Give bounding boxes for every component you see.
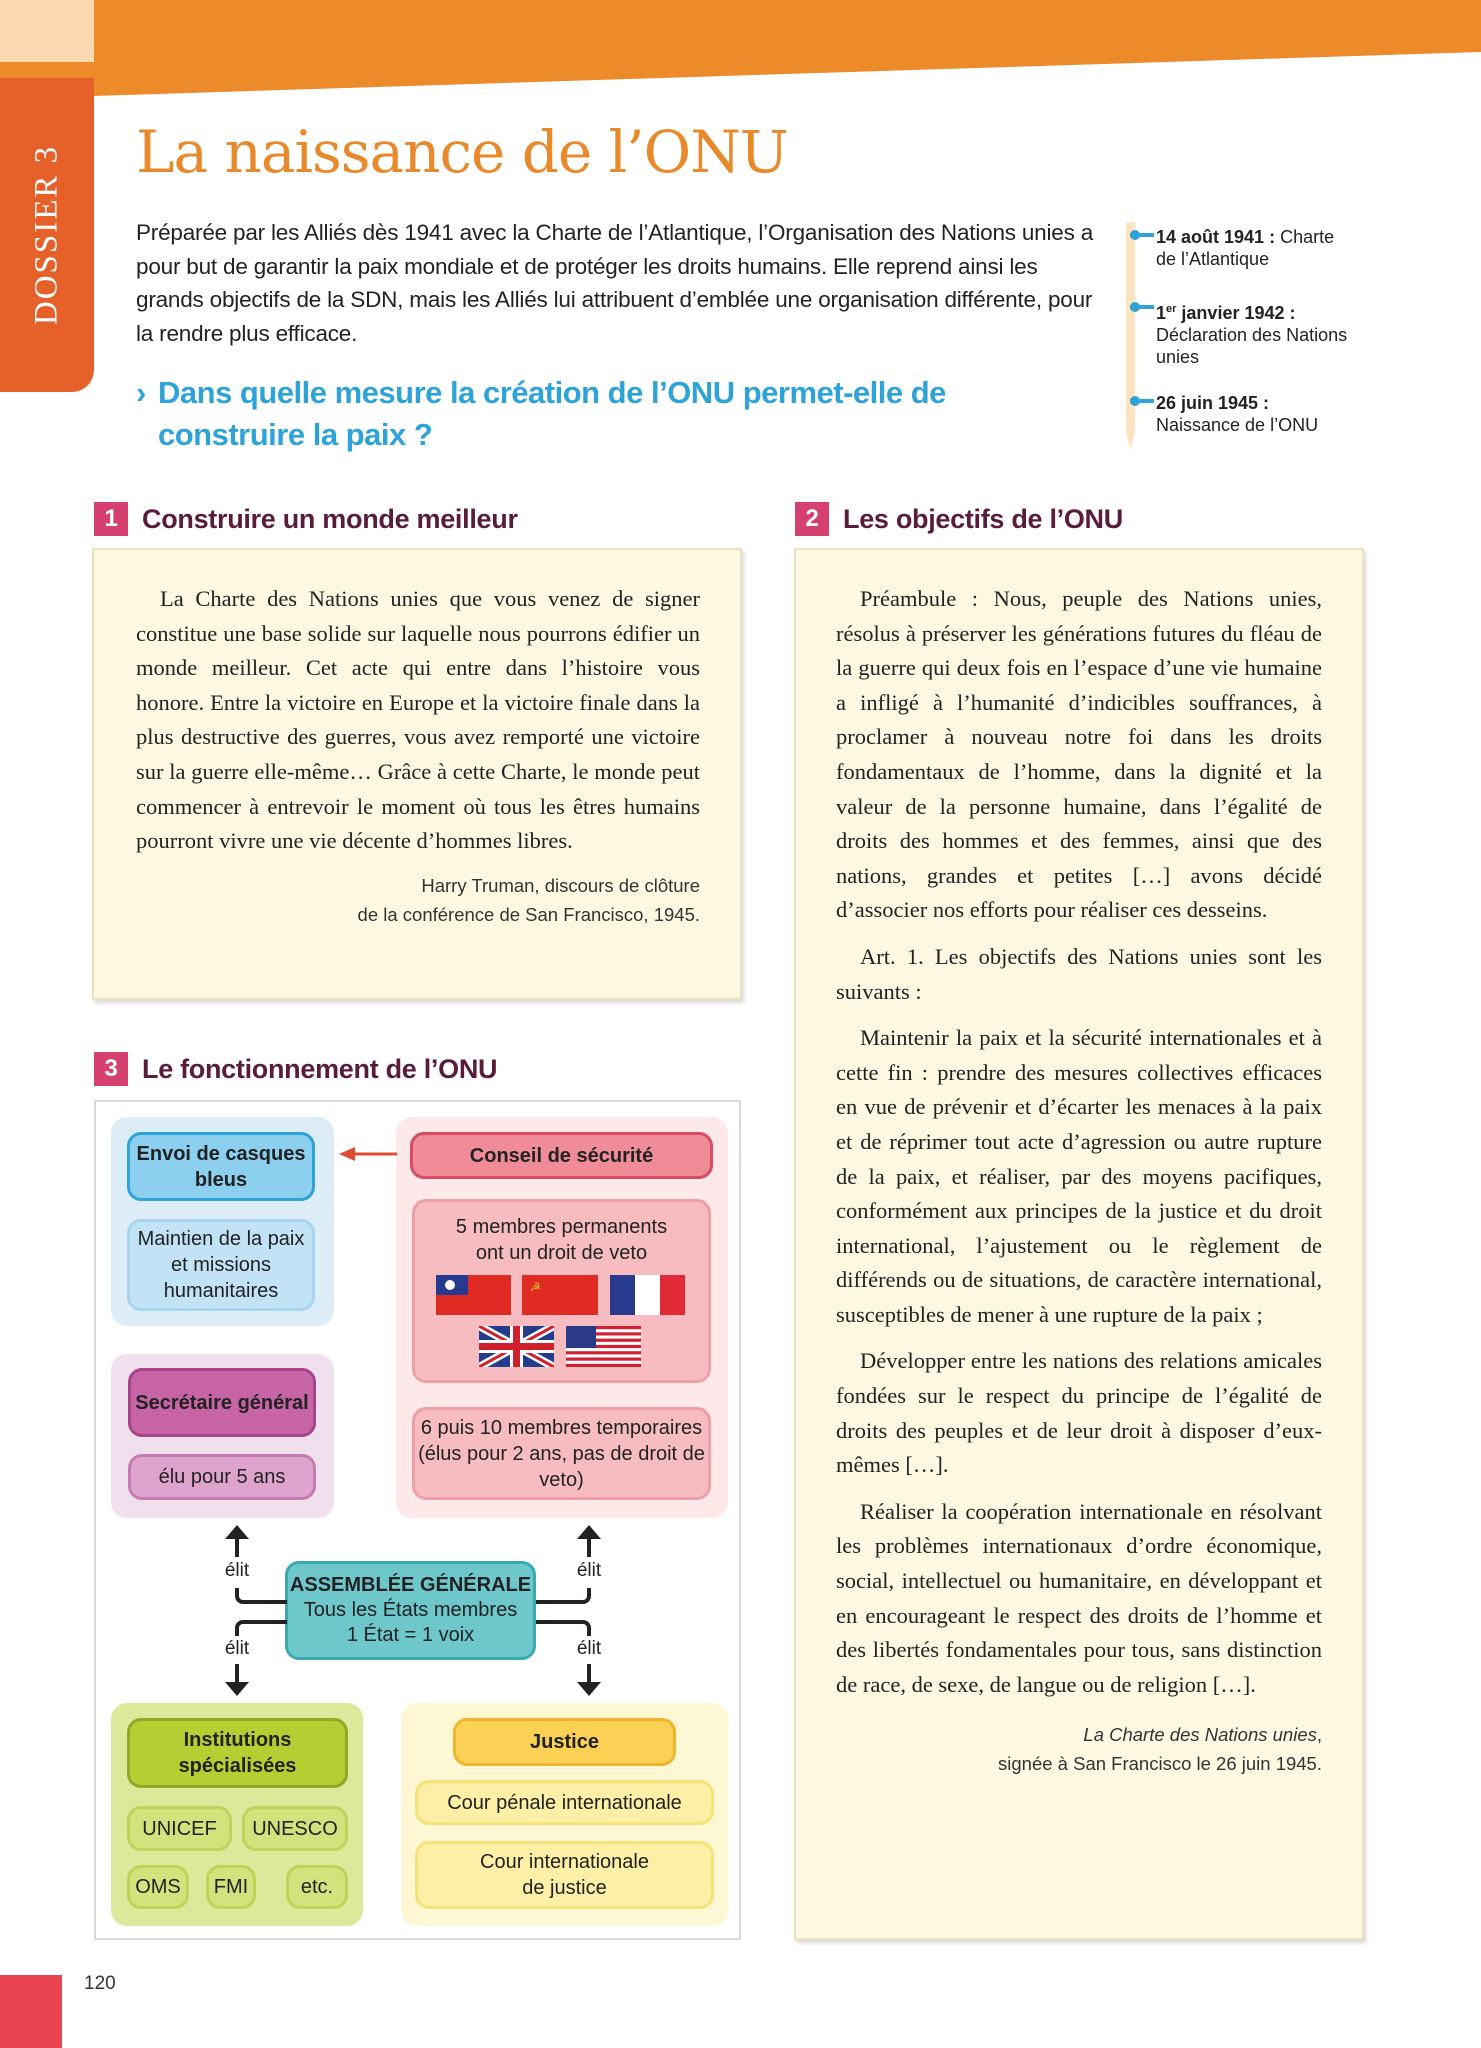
charter-paragraph: Art. 1. Les objectifs des Nations unies sont les suivants : xyxy=(836,943,1322,1004)
arrow-down-icon xyxy=(225,1664,249,1696)
heading-text: Les objectifs de l’ONU xyxy=(843,503,1123,534)
connector-line xyxy=(536,1588,591,1604)
general-assembly-box xyxy=(285,1561,536,1660)
timeline-date: 1er janvier 1942 : xyxy=(1156,303,1296,323)
elects-label: élit xyxy=(576,1638,602,1659)
temporary-members-box: 6 puis 10 membres temporaires (élus pour 2 ans, pas de droit de veto) xyxy=(412,1407,711,1500)
un-structure-diagram xyxy=(94,1100,741,1940)
elects-label: élit xyxy=(576,1560,602,1581)
connector-line xyxy=(536,1620,591,1636)
elects-label: élit xyxy=(224,1638,250,1659)
header-band xyxy=(94,0,1481,96)
page-number: 120 xyxy=(84,1973,116,1994)
arrow-up-icon xyxy=(225,1525,249,1557)
icj-box: Cour internationale de justice xyxy=(415,1841,714,1909)
question-text: Dans quelle mesure la création de l’ONU permet-elle de construire la paix ? xyxy=(158,375,946,452)
doc-number-badge: 3 xyxy=(94,1052,128,1086)
agency-unesco: UNESCO xyxy=(242,1806,348,1851)
doc2-heading xyxy=(795,502,1123,536)
doc-number-badge: 1 xyxy=(94,502,128,536)
specialized-agencies-box: Institutions spécialisées xyxy=(127,1718,348,1788)
header-band-left xyxy=(0,62,94,78)
charter-paragraph: Réaliser la coopération internationale en résolvant les problèmes internationaux d’ordre économique, social, intellectuel ou humanitaire, en développant et en encourageant le respect des droits de l’homme et des libertés fondamentales pour tous, sans distinction de race, de sexe, de langue ou de religion […]. xyxy=(836,1498,1322,1697)
permanent-members-text: 5 membres permanents ont un droit de veto xyxy=(455,1216,668,1264)
charter-paragraph: Maintenir la paix et la sécurité internationales et à cette fin : prendre des mesures collectives efficaces en vue de prévenir et d’écarter les menaces à la paix et de réprimer tout acte d’agression ou autre rupture de la paix, et réaliser, par des moyens pacifiques, conformément aux principes de la justice et du droit international, l’ajustement ou le règlement de différends ou de situations, de caractère international, susceptibles de mener à une rupture de la paix ; xyxy=(836,1025,1322,1327)
dossier-tab xyxy=(0,78,94,392)
security-council-box: Conseil de sécurité xyxy=(410,1132,713,1179)
connector-line xyxy=(235,1588,287,1604)
flag-france-icon xyxy=(610,1275,685,1315)
intro-text: Préparée par les Alliés dès 1941 avec la Charte de l’Atlantique, l’Organisation des Nations unies a pour but de garantir la paix mondiale et de protéger les droits humains. Elle reprend ainsi les grands objectifs de la SDN, mais les Alliés lui attribuent d’emblée une organisation différente, pour la rendre plus efficace. xyxy=(136,220,1094,346)
page-title: La naissance de l’ONU xyxy=(136,118,788,186)
agency-fmi: FMI xyxy=(206,1865,256,1909)
peacekeeping-missions-box: Maintien de la paix et missions humanitaires xyxy=(127,1219,315,1311)
arrow-up-icon xyxy=(577,1525,601,1557)
problem-question xyxy=(136,372,1016,456)
justice-box: Justice xyxy=(453,1718,676,1766)
timeline-item xyxy=(1156,392,1356,436)
charter-paragraph: Développer entre les nations des relations amicales fondées sur le respect du principe de l’égalité de droits des peuples et de leur droit à disposer d’eux-mêmes […]. xyxy=(836,1348,1322,1478)
heading-text: Construire un monde meilleur xyxy=(142,503,518,534)
source-citation: La Charte des Nations unies, signée à San Francisco le 26 juin 1945. xyxy=(998,1724,1322,1775)
elects-label: élit xyxy=(224,1560,250,1581)
peacekeepers-box: Envoi de casques bleus xyxy=(127,1132,315,1201)
general-assembly-members: Tous les États membres xyxy=(303,1599,518,1621)
agency-etc: etc. xyxy=(286,1865,348,1909)
flag-china-roc-icon xyxy=(436,1275,511,1315)
timeline-date: 14 août 1941 : xyxy=(1156,227,1276,247)
dossier-label: DOSSIER 3 xyxy=(28,144,65,326)
general-assembly-title: ASSEMBLÉE GÉNÉRALE xyxy=(289,1574,532,1596)
connector-line xyxy=(235,1620,287,1636)
document-2-charter xyxy=(794,548,1364,1940)
timeline-text: Déclaration des Nations unies xyxy=(1156,325,1348,367)
timeline-text: Charte de l’Atlantique xyxy=(1156,227,1335,269)
page-corner-mark xyxy=(0,1975,62,2048)
charter-paragraph: Préambule : Nous, peuple des Nations unies, résolus à préserver les générations futures du fléau de la guerre qui deux fois en l’espace d’une vie humaine a infligé à l’humanité d’indicibles souffrances, à proclamer à nouveau notre foi dans les droits fondamentaux de l’homme, dans la dignité et la valeur de la personne humaine, dans l’égalité de droits des hommes et des femmes, ainsi que des nations, grandes et petites […] avons décidé d’associer nos efforts pour réaliser ces desseins. xyxy=(836,586,1322,923)
secretary-general-box: Secrétaire général xyxy=(128,1368,316,1437)
timeline-text: Naissance de l’ONU xyxy=(1156,415,1319,435)
doc-number-badge: 2 xyxy=(795,502,829,536)
flag-uk-icon xyxy=(479,1326,554,1367)
chevron-right-icon: › xyxy=(136,375,146,410)
svg-text:☭: ☭ xyxy=(530,1280,541,1294)
agency-oms: OMS xyxy=(127,1865,189,1909)
timeline-dot-icon xyxy=(1130,233,1154,237)
flag-usa-icon xyxy=(566,1326,641,1367)
document-1-quote xyxy=(92,548,742,1000)
doc1-heading xyxy=(94,502,518,536)
agency-unicef: UNICEF xyxy=(127,1806,232,1851)
general-assembly-vote: 1 État = 1 voix xyxy=(346,1624,475,1646)
doc3-heading xyxy=(94,1052,497,1086)
timeline-date: 26 juin 1945 : xyxy=(1156,393,1270,413)
icc-box: Cour pénale internationale xyxy=(415,1780,714,1825)
timeline-dot-icon xyxy=(1130,305,1154,309)
timeline-bar xyxy=(1126,222,1135,450)
timeline-dot-icon xyxy=(1130,399,1154,403)
arrow-down-icon xyxy=(577,1664,601,1696)
flag-ussr-icon xyxy=(522,1275,598,1315)
heading-text: Le fonctionnement de l’ONU xyxy=(142,1053,498,1084)
term-box: élu pour 5 ans xyxy=(128,1454,316,1500)
arrow-left-icon xyxy=(339,1146,399,1162)
corner-decoration xyxy=(0,0,94,62)
timeline-item xyxy=(1156,298,1356,368)
quote-paragraph: La Charte des Nations unies que vous venez de signer constitue une base solide sur laquelle nous pourrons édifier un monde meilleur. Cet acte qui entre dans l’histoire vous honore. Entre la victoire en Europe et la victoire finale dans la plus destructive des guerres, vous avez remporté une victoire sur la guerre elle-même… Grâce à cette Charte, le monde peut commencer à entrevoir le moment où tous les êtres humains pourront vivre une vie décente d’hommes libres. xyxy=(136,586,700,854)
source-citation: Harry Truman, discours de clôture de la conférence de San Francisco, 1945. xyxy=(357,874,700,925)
timeline-item xyxy=(1156,226,1356,270)
